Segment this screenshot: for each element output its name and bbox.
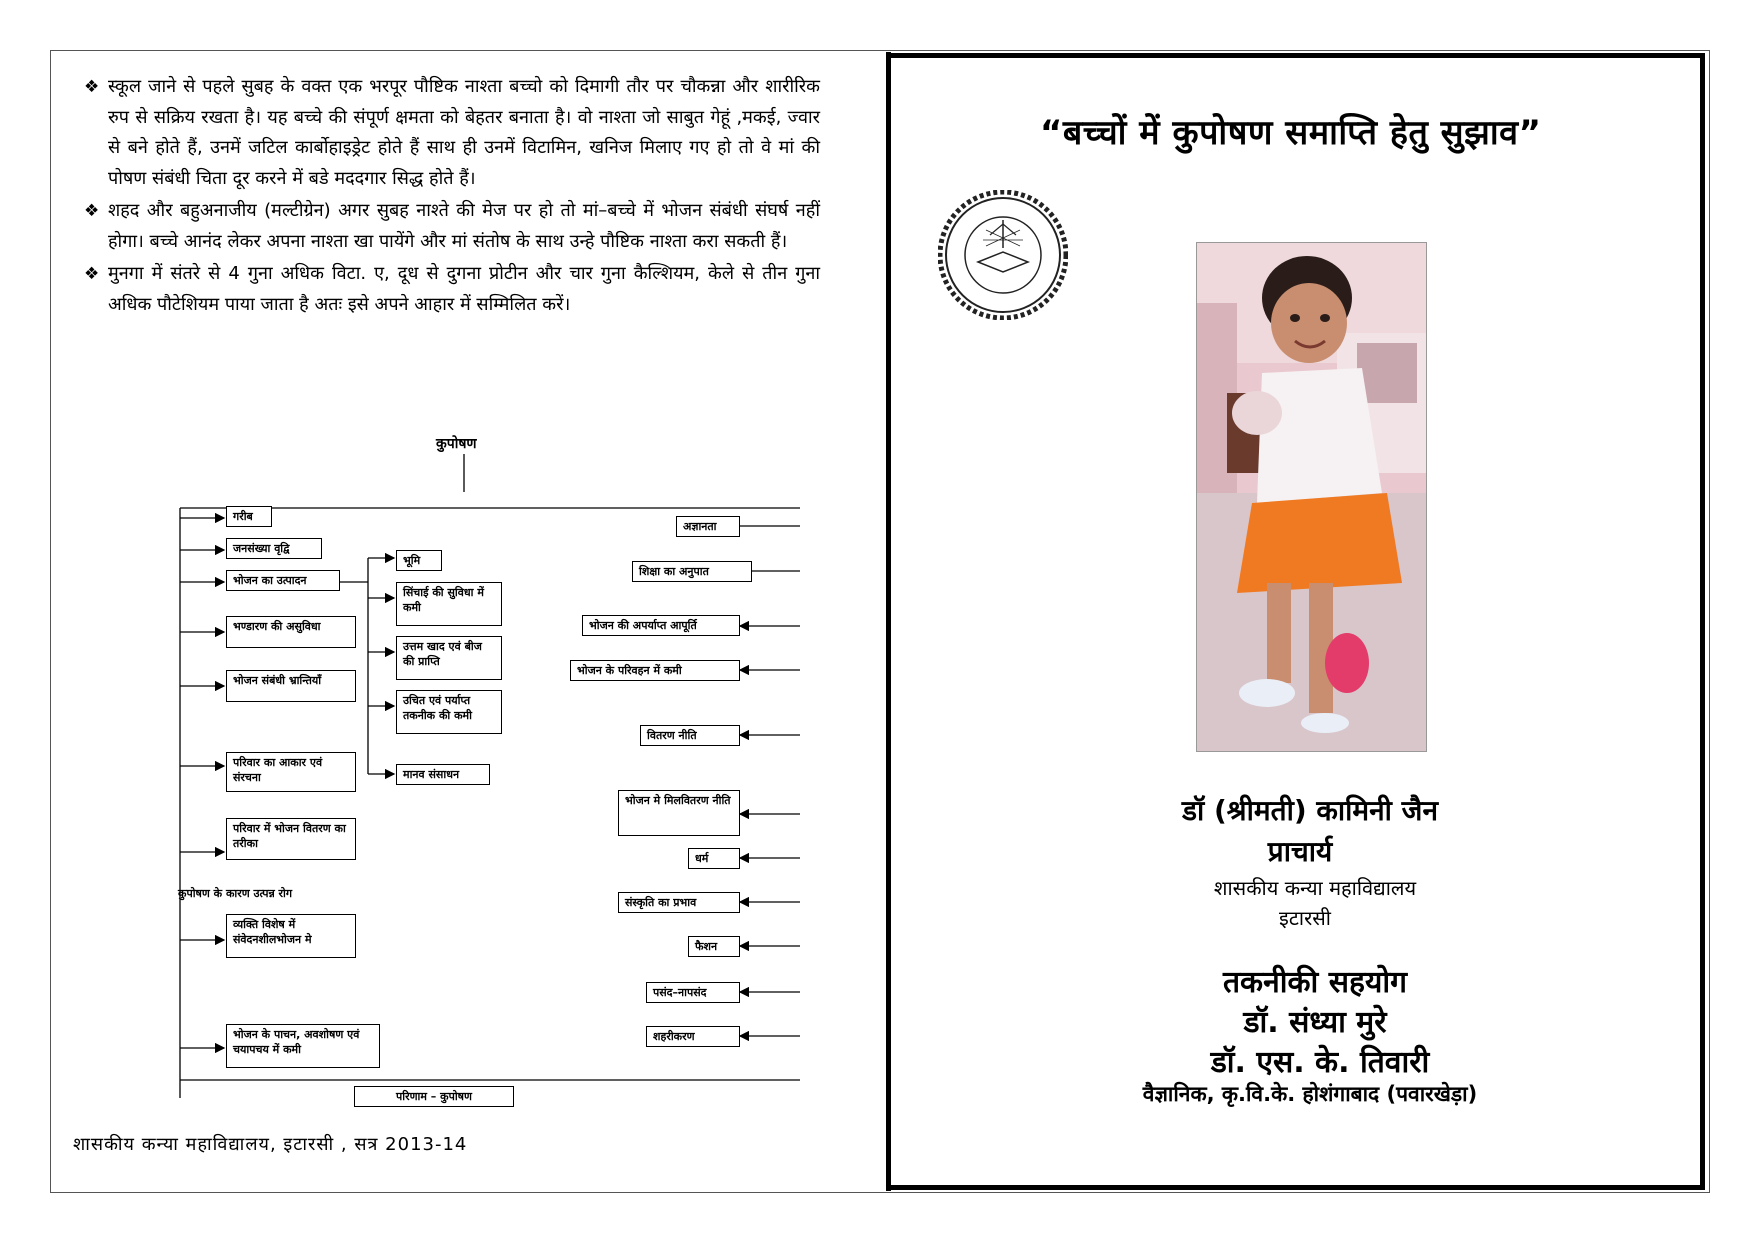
cause-box: परिवार में भोजन वितरण का तरीका <box>226 818 356 860</box>
factor-box: संस्कृति का प्रभाव <box>618 892 740 913</box>
tip-text: स्कूल जाने से पहले सुबह के वक्त एक भरपूर पौष्टिक नाश्ता बच्चो को दिमागी तौर पर चौकन्ना और शारीरिक रुप से सक्रिय रखता है। यह बच्चे की संपूर्ण क्षमता को बेहतर बनाता है। वो नाश्ता जो साबुत गेहूं ,मकई, ज्वार से बने होते हैं, उनमें जटिल कार्बोहाइड्रेट होते हैं साथ ही उनमें विटामिन, खनिज मिलाए गए हो तो वे मां की पोषण संबंधी चिता दूर करने में बडे मददगार सिद्ध होते हैं। <box>108 76 820 189</box>
factor-box: धर्म <box>688 848 740 869</box>
child-photo <box>1196 242 1427 752</box>
author-name: डॉ (श्रीमती) कामिनी जैन <box>1182 794 1438 827</box>
cause-box: गरीब <box>226 506 272 527</box>
college-city: इटारसी <box>1279 906 1331 930</box>
diamond-bullet-icon: ❖ <box>84 264 100 284</box>
left-footer: शासकीय कन्या महाविद्यालय, इटारसी , सत्र 2013-14 <box>73 1134 468 1155</box>
factor-box: फैशन <box>688 936 740 957</box>
production-box: मानव संसाधन <box>396 764 490 785</box>
left-page <box>80 72 820 322</box>
production-box: सिंचाई की सुविधा में कमी <box>396 582 502 626</box>
diamond-bullet-icon: ❖ <box>84 201 100 221</box>
tech-affiliation: वैज्ञानिक, कृ.वि.के. होशंगाबाद (पवारखेड़ा) <box>1142 1082 1478 1106</box>
cause-box: जनसंख्या वृद्वि <box>226 538 322 559</box>
diagram-title: कुपोषण <box>436 436 477 452</box>
disease-label: कुपोषण के कारण उत्पन्न रोग <box>178 887 293 900</box>
college-seal-logo <box>938 190 1068 320</box>
tip-item <box>80 259 820 320</box>
tech-person-2: डॉ. एस. के. तिवारी <box>1210 1045 1430 1080</box>
factor-box: वितरण नीति <box>640 725 740 746</box>
cause-box: भोजन संबंधी भ्रान्तियॉं <box>226 670 356 702</box>
production-box: उचित एवं पर्याप्त तकनीक की कमी <box>396 690 502 734</box>
factor-box: भोजन की अपर्याप्त आपूर्ति <box>582 615 740 636</box>
college-name: शासकीय कन्या महाविद्यालय <box>1213 876 1417 900</box>
production-box: भूमि <box>396 550 442 571</box>
factor-box: भोजन के परिवहन में कमी <box>570 660 740 681</box>
result-box: परिणाम – कुपोषण <box>354 1086 514 1107</box>
tip-item <box>80 72 820 194</box>
cause-box: व्यक्ति विशेष में संवेदनशीलभोजन मे <box>226 914 356 958</box>
malnutrition-causes-diagram <box>172 436 812 1140</box>
diamond-bullet-icon: ❖ <box>84 77 100 97</box>
tip-text: मुनगा में संतरे से 4 गुना अधिक विटा. ए, दूध से दुगना प्रोटीन और चार गुना कैल्शियम, केले से तीन गुना अधिक पौटेशियम पाया जाता है अतः इसे अपने आहार में सम्मिलित करें। <box>108 263 820 315</box>
factor-box: शहरीकरण <box>646 1026 740 1047</box>
cause-box: भण्डारण की असुविधा <box>226 616 356 648</box>
production-box: उत्तम खाद एवं बीज की प्राप्ति <box>396 636 502 680</box>
cause-box: भोजन के पाचन, अवशोषण एवं चयापचय में कमी <box>226 1024 380 1068</box>
factor-box: शिक्षा का अनुपात <box>632 561 752 582</box>
tech-person-1: डॉ. संध्या मुरे <box>1243 1005 1387 1040</box>
factor-box: पसंद–नापसंद <box>646 982 740 1003</box>
factor-box: अज्ञानता <box>676 516 740 537</box>
tips-list <box>80 72 820 320</box>
tip-text: शहद और बहुअनाजीय (मल्टीग्रेन) अगर सुबह नाश्ते की मेज पर हो तो मां–बच्चे में भोजन संबंधी संघर्ष नहीं होगा। बच्चे आनंद लेकर अपना नाश्ता खा पायेंगे और मां संतोष के साथ उन्हे पौष्टिक नाश्ता करा सकती हैं। <box>108 200 820 252</box>
cause-box: भोजन का उत्पादन <box>226 570 340 591</box>
factor-box: भोजन मे मिलवितरण नीति <box>618 790 740 836</box>
author-role: प्राचार्य <box>1267 835 1333 868</box>
tech-support-heading: तकनीकी सहयोग <box>1222 965 1408 1000</box>
cause-box: परिवार का आकार एवं संरचना <box>226 752 356 792</box>
cover-title: “बच्चों में कुपोषण समाप्ति हेतु सुझाव” <box>1040 113 1542 153</box>
tip-item <box>80 196 820 257</box>
